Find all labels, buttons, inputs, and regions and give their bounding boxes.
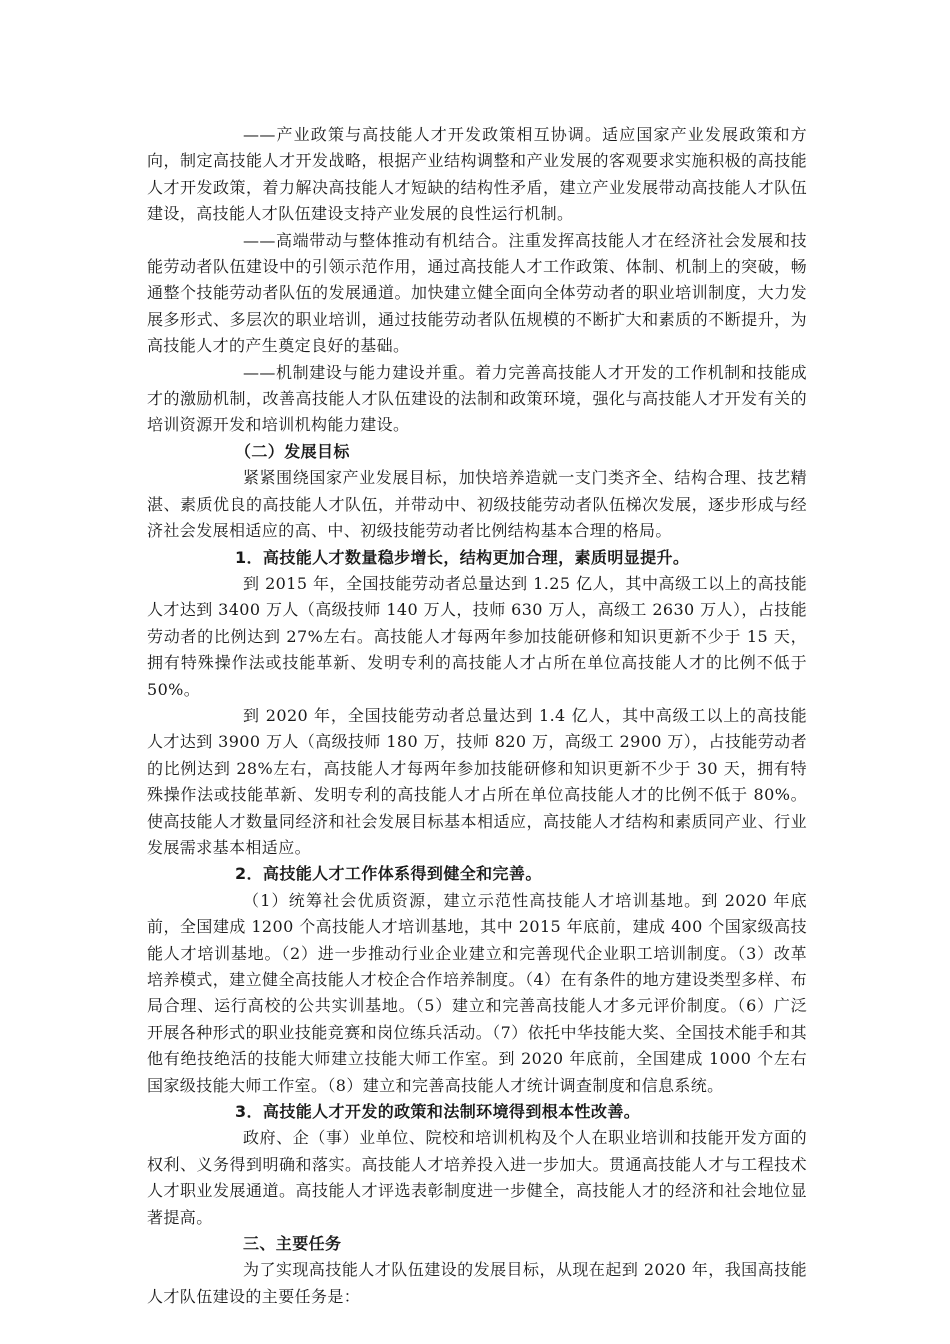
paragraph-industry-policy: ——产业政策与高技能人才开发政策相互协调。适应国家产业发展政策和方向，制定高技能人才开发战略，根据产业结构调整和产业发展的客观要求实施积极的高技能人才开发政策，着力解决高技能人才短缺的结构性矛盾，建立产业发展带动高技能人才队伍建设，高技能人才队伍建设支持产业发展的良性运行机制。 xyxy=(147,125,807,224)
paragraph-policy-environment: 政府、企（事）业单位、院校和培训机构及个人在职业培训和技能开发方面的权利、义务得到明确和落实。高技能人才培养投入进一步加大。贯通高技能人才与工程技术人才职业发展通道。高技能人才评选表彰制度进一步健全，高技能人才的经济和社会地位显著提高。 xyxy=(147,1128,807,1227)
paragraph-high-end-driving: ——高端带动与整体推动有机结合。注重发挥高技能人才在经济社会发展和技能劳动者队伍建设中的引领示范作用，通过高技能人才工作政策、体制、机制上的突破，畅通整个技能劳动者队伍的发展通道。加快建立健全面向全体劳动者的职业培训制度，大力发展多形式、多层次的职业培训，通过技能劳动者队伍规模的不断扩大和素质的不断提升，为高技能人才的产生奠定良好的基础。 xyxy=(147,230,807,356)
document-body xyxy=(147,122,807,1310)
heading-goal-3: 3．高技能人才开发的政策和法制环境得到根本性改善。 xyxy=(235,1102,641,1122)
paragraph-work-system: （1）统筹社会优质资源，建立示范性高技能人才培训基地。到 2020 年底前，全国建成 1200 个高技能人才培训基地，其中 2015 年底前，建成 400 个国家级高技能人才培训基地。（2）进一步推动行业企业建立和完善现代企业职工培训制度。（3）改革培养模式，建立健全高技能人才校企合作培养制度。（4）在有条件的地方建设类型多样、布局合理、运行高校的公共实训基地。（5）建立和完善高技能人才多元评价制度。（6）广泛开展各种形式的职业技能竞赛和岗位练兵活动。（7）依托中华技能大奖、全国技术能手和其他有绝技绝活的技能大师建立技能大师工作室。到 2020 年底前，全国建成 1000 个左右国家级技能大师工作室。（8）建立和完善高技能人才统计调查制度和信息系统。 xyxy=(147,890,807,1095)
paragraph-goal-2020: 到 2020 年，全国技能劳动者总量达到 1.4 亿人，其中高级工以上的高技能人才达到 3900 万人（高级技师 180 万，技师 820 万，高级工 2900 万），占技能劳动者的比例达到 28%左右，高技能人才每两年参加技能研修和知识更新不少于 30 天，拥有特殊操作法或技能革新、发明专利的高技能人才占所在单位高技能人才的比例不低于 80%。使高技能人才数量同经济和社会发展目标基本相适应，高技能人才结构和素质同产业、行业发展需求基本相适应。 xyxy=(147,705,807,857)
paragraph-goal-2015: 到 2015 年，全国技能劳动者总量达到 1.25 亿人，其中高级工以上的高技能人才达到 3400 万人（高级技师 140 万人，技师 630 万人，高级工 2630 万人），占技能劳动者的比例达到 27%左右。高技能人才每两年参加技能研修和知识更新不少于 15 天，拥有特殊操作法或技能革新、发明专利的高技能人才占所在单位高技能人才的比例不低于 50%。 xyxy=(147,573,807,699)
paragraph-mechanism-building: ——机制建设与能力建设并重。着力完善高技能人才开发的工作机制和技能成才的激励机制，改善高技能人才队伍建设的法制和政策环境，强化与高技能人才开发有关的培训资源开发和培训机构能力建设。 xyxy=(147,362,807,435)
heading-main-tasks: 三、主要任务 xyxy=(243,1234,342,1254)
heading-goal-1: 1．高技能人才数量稳步增长，结构更加合理，素质明显提升。 xyxy=(235,547,690,567)
paragraph-goals-intro: 紧紧围绕国家产业发展目标，加快培养造就一支门类齐全、结构合理、技艺精湛、素质优良的高技能人才队伍，并带动中、初级技能劳动者队伍梯次发展，逐步形成与经济社会发展相适应的高、中、初级技能劳动者比例结构基本合理的格局。 xyxy=(147,468,807,541)
heading-development-goals: （二）发展目标 xyxy=(235,441,350,461)
heading-goal-2: 2．高技能人才工作体系得到健全和完善。 xyxy=(235,864,542,884)
paragraph-tasks-intro: 为了实现高技能人才队伍建设的发展目标，从现在起到 2020 年，我国高技能人才队伍建设的主要任务是： xyxy=(147,1260,807,1306)
